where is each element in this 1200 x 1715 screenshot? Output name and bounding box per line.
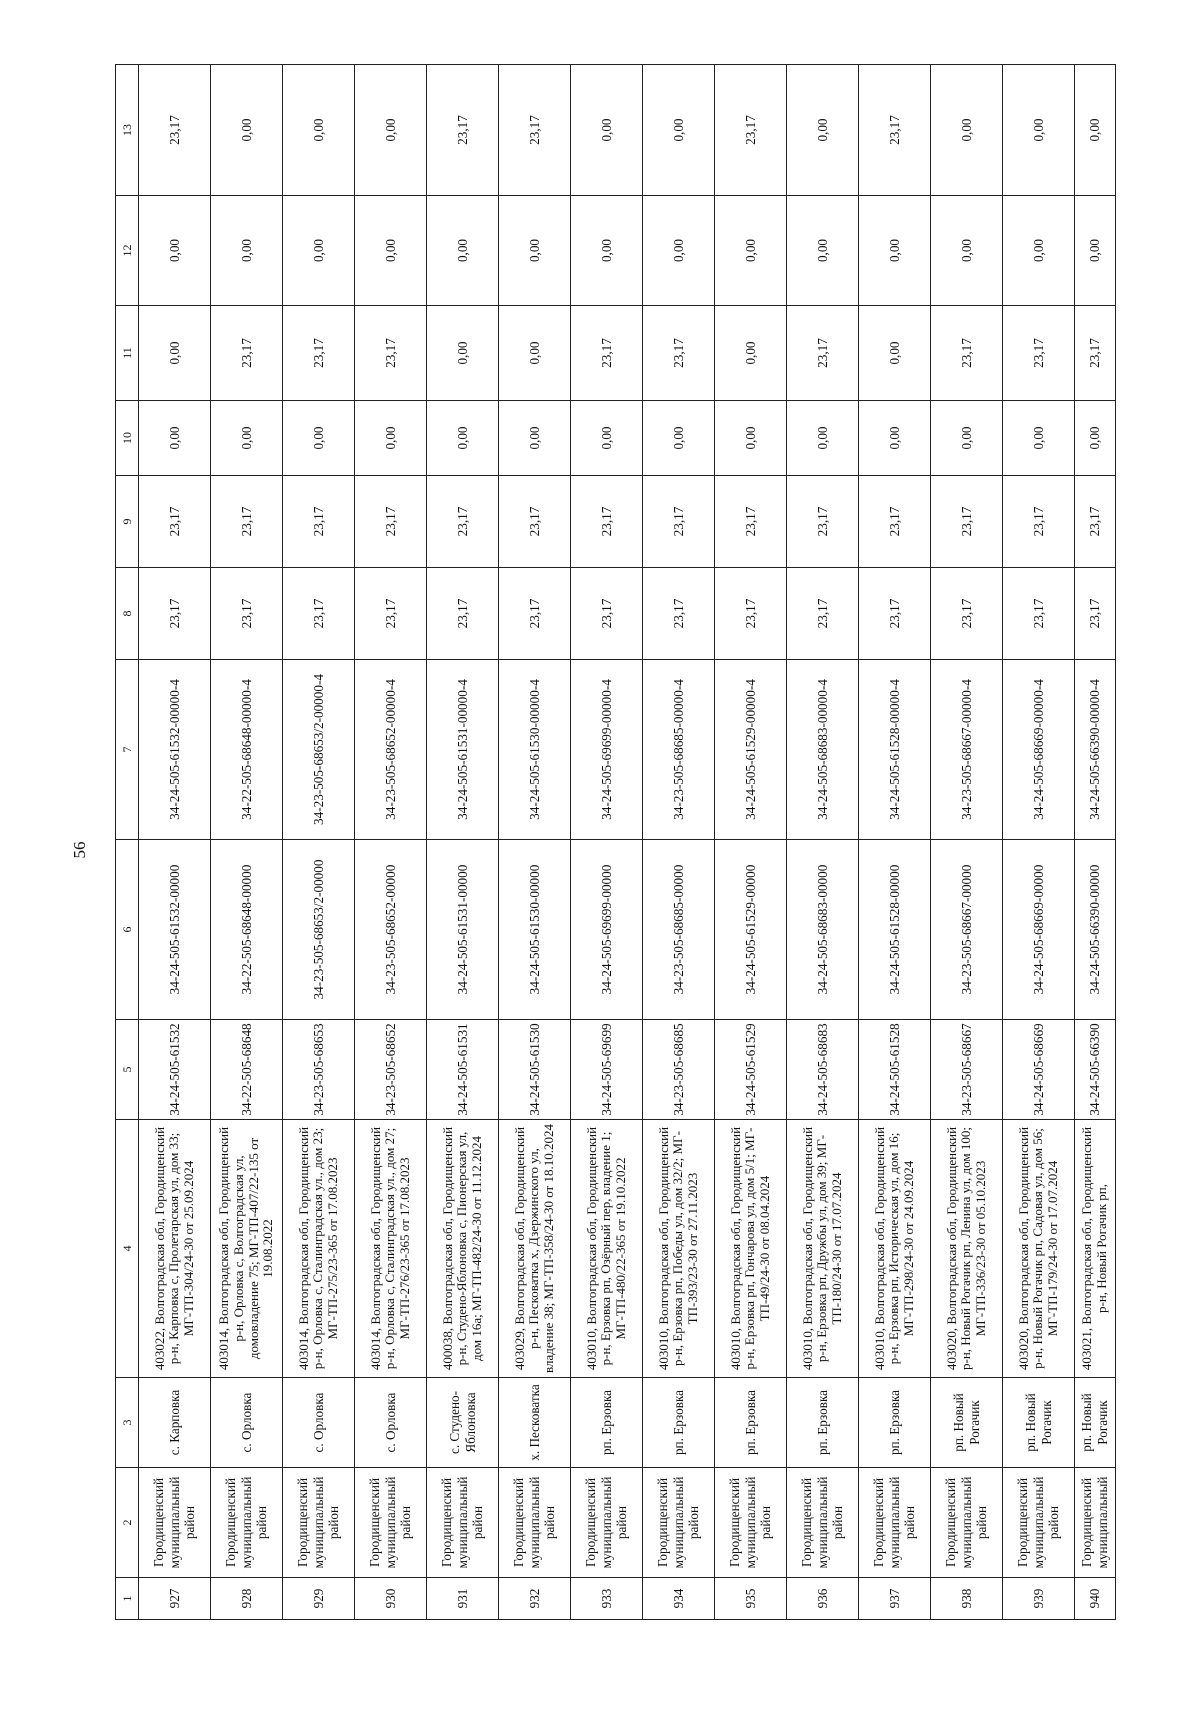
address-cell: 403010, Волгоградская обл, Городищенский р-н, Ерзовка рп, Гончарова ул, дом 5/1; МГ-ТП-49/24-30 от 08.04.2024 [715,1120,787,1378]
column-header: 10 [116,401,139,476]
value-cell: 23,17 [859,568,931,660]
value-cell: 0,00 [283,196,355,306]
code-cell: 34-24-505-66390-00000-4 [1075,660,1116,840]
code-cell: 34-24-505-61532 [139,1020,211,1120]
value-cell: 0,00 [643,196,715,306]
table-row [355,65,427,1620]
table-row [427,65,499,1620]
locality-cell: с. Студено-Яблоновка [427,1378,499,1468]
code-cell: 34-23-505-68653 [283,1020,355,1120]
value-cell: 0,00 [643,401,715,476]
code-cell: 34-22-505-68648 [211,1020,283,1120]
locality-cell: рп. Новый Рогачик [1075,1378,1116,1468]
district-cell: Городищенский муниципальный район [355,1468,427,1578]
code-cell: 34-24-505-61529-00000 [715,840,787,1020]
address-cell: 403014, Волгоградская обл, Городищенский р-н, Орловка с, Волгоградская ул, домовладение 75; МГ-ТП-407/22-135 от 19.08.2022 [211,1120,283,1378]
address-cell: 403010, Волгоградская обл, Городищенский р-н, Ерзовка рп, Дружбы ул, дом 39; МГ-ТП-180/24-30 от 17.07.2024 [787,1120,859,1378]
value-cell: 0,00 [283,65,355,196]
value-cell: 23,17 [499,65,571,196]
locality-cell: рп. Ерзовка [643,1378,715,1468]
column-header: 5 [116,1020,139,1120]
code-cell: 34-23-505-68652-00000-4 [355,660,427,840]
rotated-table-container [115,65,1110,1620]
code-cell: 34-24-505-68669-00000 [1003,840,1075,1020]
value-cell: 0,00 [1003,65,1075,196]
code-cell: 34-24-505-61528-00000 [859,840,931,1020]
value-cell: 0,00 [355,401,427,476]
value-cell: 23,17 [1003,476,1075,568]
table-row [571,65,643,1620]
code-cell: 34-24-505-69699-00000-4 [571,660,643,840]
locality-cell: рп. Новый Рогачик [931,1378,1003,1468]
column-header: 7 [116,660,139,840]
row-number: 929 [283,1578,355,1620]
value-cell: 0,00 [1003,401,1075,476]
value-cell: 0,00 [643,65,715,196]
table-row [715,65,787,1620]
code-cell: 34-24-505-68683-00000 [787,840,859,1020]
value-cell: 23,17 [787,476,859,568]
code-cell: 34-23-505-68653/2-00000-4 [283,660,355,840]
value-cell: 23,17 [931,306,1003,401]
value-cell: 23,17 [643,476,715,568]
code-cell: 34-24-505-61531-00000-4 [427,660,499,840]
locality-cell: рп. Ерзовка [787,1378,859,1468]
value-cell: 0,00 [931,401,1003,476]
locality-cell: рп. Ерзовка [715,1378,787,1468]
column-header: 9 [116,476,139,568]
code-cell: 34-24-505-61532-00000-4 [139,660,211,840]
value-cell: 23,17 [643,568,715,660]
code-cell: 34-23-505-68685-00000 [643,840,715,1020]
locality-cell: с. Орловка [355,1378,427,1468]
value-cell: 0,00 [715,196,787,306]
column-header: 2 [116,1468,139,1578]
locality-cell: с. Орловка [211,1378,283,1468]
row-number: 935 [715,1578,787,1620]
value-cell: 0,00 [571,196,643,306]
code-cell: 34-24-505-61532-00000 [139,840,211,1020]
row-number: 931 [427,1578,499,1620]
value-cell: 0,00 [571,65,643,196]
value-cell: 0,00 [427,196,499,306]
locality-cell: х. Песковатка [499,1378,571,1468]
district-cell: Городищенский муниципальный район [427,1468,499,1578]
row-number: 934 [643,1578,715,1620]
value-cell: 23,17 [715,568,787,660]
district-cell: Городищенский муниципальный район [859,1468,931,1578]
address-cell: 400038, Волгоградская обл, Городищенский р-н, Студено-Яблоновка с, Пионерская ул, дом 16а; МГ-ТП-482/24-30 от 11.12.2024 [427,1120,499,1378]
table-row [1075,65,1116,1620]
value-cell: 0,00 [211,401,283,476]
value-cell: 0,00 [211,196,283,306]
code-cell: 34-22-505-68648-00000 [211,840,283,1020]
value-cell: 23,17 [859,476,931,568]
value-cell: 23,17 [427,568,499,660]
district-cell: Городищенский муниципальный [1075,1468,1116,1578]
value-cell: 0,00 [139,401,211,476]
code-cell: 34-23-505-68653/2-00000 [283,840,355,1020]
value-cell: 0,00 [499,306,571,401]
table-row [931,65,1003,1620]
value-cell: 23,17 [499,568,571,660]
value-cell: 23,17 [931,568,1003,660]
code-cell: 34-24-505-61531-00000 [427,840,499,1020]
code-cell: 34-24-505-69699-00000 [571,840,643,1020]
address-cell: 403020, Волгоградская обл, Городищенский р-н, Новый Рогачик рп, Ленина ул, дом 100; МГ-ТП-336/23-30 от 05.10.2023 [931,1120,1003,1378]
code-cell: 34-24-505-61528-00000-4 [859,660,931,840]
data-table [115,64,1116,1620]
address-cell: 403021, Волгоградская обл, Городищенский р-н, Новый Рогачик рп, [1075,1120,1116,1378]
value-cell: 23,17 [1075,476,1116,568]
column-header: 1 [116,1578,139,1620]
value-cell: 23,17 [211,568,283,660]
address-cell: 403010, Волгоградская обл, Городищенский р-н, Ерзовка рп, Историческая ул, дом 16; МГ-ТП-298/24-30 от 24.09.2024 [859,1120,931,1378]
code-cell: 34-22-505-68648-00000-4 [211,660,283,840]
value-cell: 23,17 [1003,568,1075,660]
address-cell: 403010, Волгоградская обл, Городищенский р-н, Ерзовка рп, Озёрный пер, владение 1; МГ-ТП-480/22-365 от 19.10.2022 [571,1120,643,1378]
district-cell: Городищенский муниципальный район [931,1468,1003,1578]
table-row [787,65,859,1620]
code-cell: 34-24-505-66390-00000 [1075,840,1116,1020]
value-cell: 0,00 [499,196,571,306]
value-cell: 23,17 [139,65,211,196]
page-number: 56 [70,841,89,859]
row-number: 940 [1075,1578,1116,1620]
value-cell: 0,00 [499,401,571,476]
code-cell: 34-24-505-68683-00000-4 [787,660,859,840]
table-row [211,65,283,1620]
district-cell: Городищенский муниципальный район [139,1468,211,1578]
table-row [643,65,715,1620]
code-cell: 34-24-505-61531 [427,1020,499,1120]
value-cell: 23,17 [139,568,211,660]
value-cell: 0,00 [931,65,1003,196]
code-cell: 34-23-505-68685 [643,1020,715,1120]
column-header: 3 [116,1378,139,1468]
table-row [283,65,355,1620]
row-number: 928 [211,1578,283,1620]
value-cell: 23,17 [859,65,931,196]
column-header: 4 [116,1120,139,1378]
table-row [499,65,571,1620]
value-cell: 23,17 [355,568,427,660]
code-cell: 34-24-505-66390 [1075,1020,1116,1120]
value-cell: 23,17 [283,476,355,568]
value-cell: 23,17 [715,476,787,568]
row-number: 937 [859,1578,931,1620]
header-row [116,65,139,1620]
value-cell: 0,00 [427,401,499,476]
district-cell: Городищенский муниципальный район [643,1468,715,1578]
value-cell: 0,00 [1075,196,1116,306]
column-header: 11 [116,306,139,401]
value-cell: 0,00 [355,196,427,306]
address-cell: 403022, Волгоградская обл, Городищенский р-н, Карповка с, Пролетарская ул, дом 33; МГ-ТП-304/24-30 от 25.09.2024 [139,1120,211,1378]
row-number: 938 [931,1578,1003,1620]
value-cell: 0,00 [139,306,211,401]
value-cell: 23,17 [787,306,859,401]
value-cell: 0,00 [787,196,859,306]
code-cell: 34-24-505-69699 [571,1020,643,1120]
value-cell: 23,17 [283,306,355,401]
column-header: 13 [116,65,139,196]
row-number: 933 [571,1578,643,1620]
address-cell: 403020, Волгоградская обл, Городищенский р-н, Новый Рогачик рп, Садовая ул, дом 56; МГ-ТП-179/24-30 от 17.07.2024 [1003,1120,1075,1378]
code-cell: 34-24-505-61529-00000-4 [715,660,787,840]
district-cell: Городищенский муниципальный район [571,1468,643,1578]
address-cell: 403014, Волгоградская обл, Городищенский р-н, Орловка с, Сталинградская ул., дом 23; МГ-ТП-275/23-365 от 17.08.2023 [283,1120,355,1378]
code-cell: 34-24-505-61528 [859,1020,931,1120]
locality-cell: рп. Ерзовка [571,1378,643,1468]
address-cell: 403029, Волгоградская обл, Городищенский р-н, Песковатка х, Дзержинского ул, владение 38; МГ-ТП-358/24-30 от 18.10.2024 [499,1120,571,1378]
value-cell: 0,00 [859,196,931,306]
table-row [139,65,211,1620]
locality-cell: с. Карповка [139,1378,211,1468]
value-cell: 0,00 [787,65,859,196]
district-cell: Городищенский муниципальный район [787,1468,859,1578]
table-row [1003,65,1075,1620]
value-cell: 0,00 [355,65,427,196]
district-cell: Городищенский муниципальный район [283,1468,355,1578]
value-cell: 23,17 [571,568,643,660]
row-number: 927 [139,1578,211,1620]
value-cell: 0,00 [139,196,211,306]
value-cell: 0,00 [571,401,643,476]
locality-cell: рп. Ерзовка [859,1378,931,1468]
value-cell: 23,17 [931,476,1003,568]
code-cell: 34-23-505-68652 [355,1020,427,1120]
value-cell: 23,17 [1075,306,1116,401]
code-cell: 34-24-505-61530 [499,1020,571,1120]
value-cell: 0,00 [211,65,283,196]
district-cell: Городищенский муниципальный район [211,1468,283,1578]
value-cell: 23,17 [211,306,283,401]
value-cell: 0,00 [1003,196,1075,306]
code-cell: 34-23-505-68667 [931,1020,1003,1120]
value-cell: 23,17 [283,568,355,660]
value-cell: 0,00 [931,196,1003,306]
value-cell: 23,17 [643,306,715,401]
address-cell: 403010, Волгоградская обл, Городищенский р-н, Ерзовка рп, Победы ул, дом 32/2; МГ-ТП-393/23-30 от 27.11.2023 [643,1120,715,1378]
row-number: 936 [787,1578,859,1620]
code-cell: 34-24-505-61530-00000 [499,840,571,1020]
row-number: 930 [355,1578,427,1620]
value-cell: 23,17 [427,476,499,568]
value-cell: 23,17 [211,476,283,568]
code-cell: 34-24-505-68683 [787,1020,859,1120]
value-cell: 23,17 [355,306,427,401]
value-cell: 23,17 [1075,568,1116,660]
value-cell: 0,00 [427,306,499,401]
code-cell: 34-23-505-68652-00000 [355,840,427,1020]
value-cell: 23,17 [355,476,427,568]
code-cell: 34-23-505-68667-00000-4 [931,660,1003,840]
table-body [139,65,1116,1620]
code-cell: 34-23-505-68667-00000 [931,840,1003,1020]
value-cell: 23,17 [427,65,499,196]
value-cell: 23,17 [499,476,571,568]
value-cell: 0,00 [1075,65,1116,196]
column-header: 12 [116,196,139,306]
value-cell: 23,17 [139,476,211,568]
value-cell: 0,00 [715,306,787,401]
address-cell: 403014, Волгоградская обл, Городищенский р-н, Орловка с, Сталинградская ул., дом 27; МГ-ТП-276/23-365 от 17.08.2023 [355,1120,427,1378]
table-row [859,65,931,1620]
district-cell: Городищенский муниципальный район [1003,1468,1075,1578]
value-cell: 23,17 [715,65,787,196]
code-cell: 34-24-505-68669 [1003,1020,1075,1120]
code-cell: 34-23-505-68685-00000-4 [643,660,715,840]
row-number: 939 [1003,1578,1075,1620]
district-cell: Городищенский муниципальный район [715,1468,787,1578]
value-cell: 0,00 [715,401,787,476]
locality-cell: рп. Новый Рогачик [1003,1378,1075,1468]
value-cell: 23,17 [1003,306,1075,401]
code-cell: 34-24-505-61530-00000-4 [499,660,571,840]
value-cell: 23,17 [787,568,859,660]
code-cell: 34-24-505-68669-00000-4 [1003,660,1075,840]
column-header: 8 [116,568,139,660]
value-cell: 0,00 [859,306,931,401]
value-cell: 0,00 [859,401,931,476]
code-cell: 34-24-505-61529 [715,1020,787,1120]
district-cell: Городищенский муниципальный район [499,1468,571,1578]
value-cell: 23,17 [571,306,643,401]
value-cell: 23,17 [571,476,643,568]
column-header: 6 [116,840,139,1020]
value-cell: 0,00 [1075,401,1116,476]
value-cell: 0,00 [283,401,355,476]
row-number: 932 [499,1578,571,1620]
locality-cell: с. Орловка [283,1378,355,1468]
value-cell: 0,00 [787,401,859,476]
